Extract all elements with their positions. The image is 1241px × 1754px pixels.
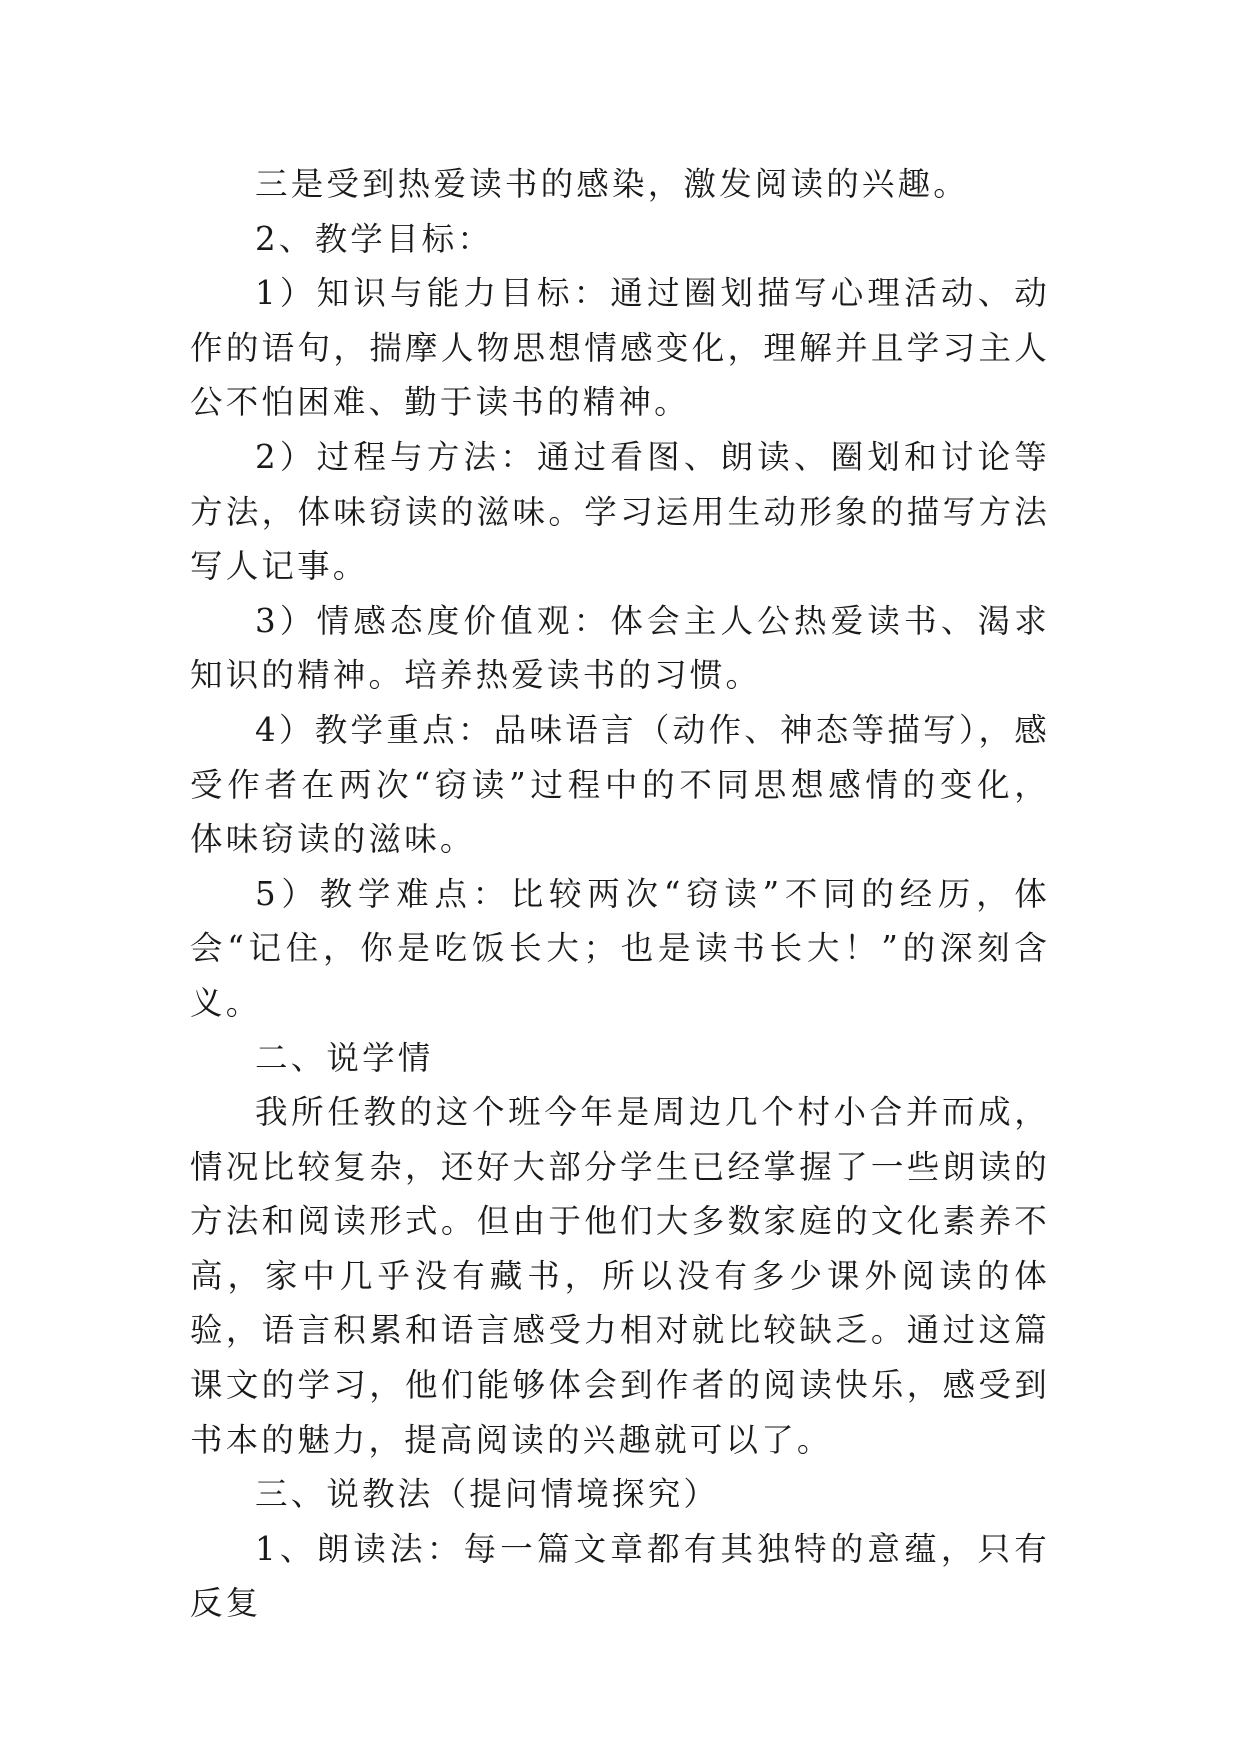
paragraph-goal-three: 三是受到热爱读书的感染，激发阅读的兴趣。 bbox=[255, 165, 970, 203]
paragraph-teaching-focus: 4）教学重点：品味语言（动作、神态等描写），感受作者在两次“窃读”过程中的不同思想感情的变化，体味窃读的滋味。 bbox=[190, 710, 1050, 859]
paragraph-teaching-difficulty: 5）教学难点：比较两次“窃读”不同的经历，体会“记住，你是吃饭长大；也是读书长大！”的深刻含义。 bbox=[190, 874, 1050, 1022]
heading-student-situation: 二、说学情 bbox=[255, 1038, 434, 1077]
heading-teaching-method: 三、说教法（提问情境探究） bbox=[255, 1475, 720, 1514]
document-body bbox=[190, 157, 1050, 1631]
paragraph-knowledge-ability: 1）知识与能力目标：通过圈划描写心理活动、动作的语句，揣摩人物思想情感变化，理解并且学习主人公不怕困难、勤于读书的精神。 bbox=[190, 274, 1050, 422]
paragraph-reading-method: 1、朗读法：每一篇文章都有其独特的意蕴，只有反复 bbox=[190, 1529, 1050, 1623]
heading-teaching-objectives: 2、教学目标： bbox=[255, 219, 494, 258]
paragraph-student-situation: 我所任教的这个班今年是周边几个村小合并而成，情况比较复杂，还好大部分学生已经掌握了一些朗读的方法和阅读形式。但由于他们大多数家庭的文化素养不高，家中几乎没有藏书，所以没有多少课外阅读的体验，语言积累和语言感受力相对就比较缺乏。通过这篇课文的学习，他们能够体会到作者的阅读快乐，感受到书本的魅力，提高阅读的兴趣就可以了。 bbox=[190, 1093, 1050, 1459]
paragraph-process-method: 2）过程与方法：通过看图、朗读、圈划和讨论等方法，体味窃读的滋味。学习运用生动形象的描写方法写人记事。 bbox=[190, 437, 1050, 586]
paragraph-emotion-values: 3）情感态度价值观：体会主人公热爱读书、渴求知识的精神。培养热爱读书的习惯。 bbox=[190, 601, 1050, 695]
